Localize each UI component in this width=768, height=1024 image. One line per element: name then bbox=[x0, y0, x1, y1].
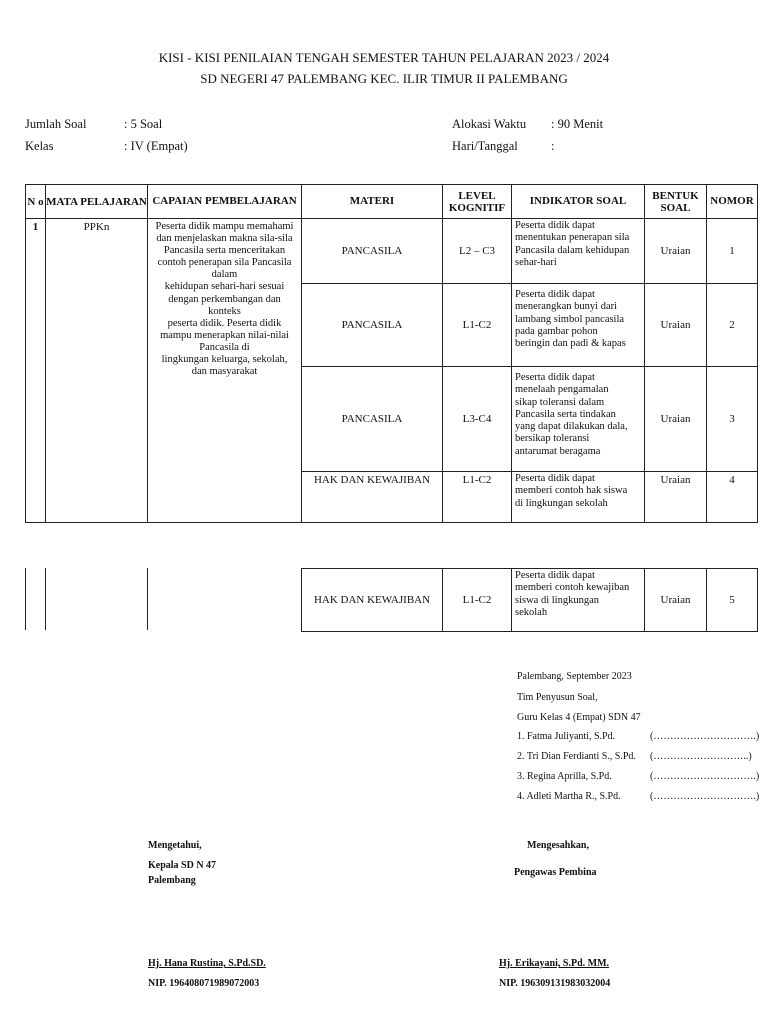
indikator-line: pada gambar pohon bbox=[515, 325, 598, 337]
mengetahui-label: Mengetahui, bbox=[148, 840, 202, 851]
place-date: Palembang, September 2023 bbox=[517, 671, 632, 682]
kepala-sekolah-name: Hj. Hana Rustina, S.Pd.SD. bbox=[148, 958, 266, 969]
indikator-line: antarumat beragama bbox=[515, 445, 601, 457]
alokasi-waktu-label: Alokasi Waktu bbox=[452, 117, 527, 131]
signature-placeholder: (………………………….) bbox=[650, 731, 760, 742]
table-border-line bbox=[147, 568, 148, 630]
nomor-cell: 5 bbox=[706, 568, 758, 632]
nomor-cell: 4 bbox=[706, 471, 758, 523]
indikator-soal-cell bbox=[511, 568, 645, 632]
capaian-line: Peserta didik mampu memahami bbox=[155, 221, 294, 232]
member-name: 4. Adleti Martha R., S.Pd. bbox=[517, 791, 621, 802]
bentuk-soal-cell: Uraian bbox=[644, 471, 707, 523]
level-kognitif-cell: L2 – C3 bbox=[442, 218, 512, 284]
nomor-cell: 2 bbox=[706, 283, 758, 367]
indikator-line: Peserta didik dapat bbox=[515, 473, 595, 484]
school-name: SD NEGERI 47 PALEMBANG KEC. ILIR TIMUR II PALEMBANG bbox=[200, 71, 568, 86]
indikator-line: yang dapat dilakukan dala, bbox=[515, 421, 628, 433]
capaian-line: lingkungan keluarga, sekolah, bbox=[161, 354, 288, 366]
indikator-line: siswa di lingkungan bbox=[515, 594, 599, 606]
indikator-line: Peserta didik dapat bbox=[515, 220, 595, 231]
jumlah-soal-value: : 5 Soal bbox=[124, 117, 163, 131]
capaian-pembelajaran-cell bbox=[147, 218, 302, 523]
team-title: Tim Penyusun Soal, bbox=[517, 692, 598, 703]
indikator-line: Pancasila dalam kehidupan bbox=[515, 244, 630, 256]
indikator-line: memberi contoh kewajiban bbox=[515, 582, 630, 594]
level-kognitif-cell: L3-C4 bbox=[442, 366, 512, 472]
bentuk-soal-cell: Uraian bbox=[644, 568, 707, 632]
signature-placeholder: (………………………….) bbox=[650, 771, 760, 782]
capaian-line: dan masyarakat bbox=[191, 366, 258, 378]
level-kognitif-cell: L1-C2 bbox=[442, 283, 512, 367]
indikator-soal-cell bbox=[511, 283, 645, 367]
hari-tanggal-label: Hari/Tanggal bbox=[452, 139, 518, 153]
header-bentuk-soal: BENTUK SOAL bbox=[644, 184, 707, 219]
nomor-cell: 3 bbox=[706, 366, 758, 472]
header-nomor: NOMOR bbox=[706, 184, 758, 219]
kelas-label: Kelas bbox=[25, 139, 54, 153]
document-title: KISI - KISI PENILAIAN TENGAH SEMESTER TAHUN PELAJARAN 2023 / 2024 bbox=[158, 50, 610, 65]
header-capaian-pembelajaran: CAPAIAN PEMBELAJARAN bbox=[147, 184, 302, 219]
indikator-line: bersikap toleransi bbox=[515, 433, 590, 445]
capaian-line: kehidupan sehari-hari sesuai bbox=[164, 281, 285, 293]
level-kognitif-cell: L1-C2 bbox=[442, 471, 512, 523]
indikator-soal-cell bbox=[511, 471, 645, 523]
jumlah-soal-label: Jumlah Soal bbox=[25, 117, 87, 131]
materi-cell: PANCASILA bbox=[301, 218, 443, 284]
capaian-line: Pancasila serta menceritakan bbox=[163, 245, 286, 257]
guru-kelas: Guru Kelas 4 (Empat) SDN 47 bbox=[517, 712, 641, 723]
hari-tanggal-value: : bbox=[551, 139, 555, 153]
table-border-line bbox=[25, 568, 26, 630]
header-level-kognitif: LEVEL KOGNITIF bbox=[442, 184, 512, 219]
kepala-sekolah-nip: NIP. 196408071989072003 bbox=[148, 978, 260, 989]
indikator-line: sekolah bbox=[515, 606, 548, 618]
capaian-line: dalam bbox=[211, 269, 238, 281]
signature-placeholder: (………………………..) bbox=[650, 751, 752, 762]
header-no: N o bbox=[25, 184, 46, 219]
indikator-line: menelaah pengamalan bbox=[515, 384, 609, 396]
indikator-line: beringin dan padi & kapas bbox=[515, 338, 626, 350]
indikator-line: di lingkungan sekolah bbox=[515, 497, 608, 509]
materi-cell: HAK DAN KEWAJIBAN bbox=[301, 471, 443, 523]
capaian-line: Pancasila di bbox=[199, 341, 250, 353]
capaian-line: konteks bbox=[208, 305, 241, 317]
header-materi: MATERI bbox=[301, 184, 443, 219]
indikator-line: memberi contoh hak siswa bbox=[515, 485, 628, 497]
alokasi-waktu-value: : 90 Menit bbox=[551, 117, 604, 131]
materi-cell: PANCASILA bbox=[301, 283, 443, 367]
indikator-line: Pancasila serta tindakan bbox=[515, 408, 616, 420]
bentuk-soal-cell: Uraian bbox=[644, 218, 707, 284]
header-indikator-soal: INDIKATOR SOAL bbox=[511, 184, 645, 219]
capaian-line: mampu menerapkan nilai-nilai bbox=[160, 329, 289, 341]
materi-cell: HAK DAN KEWAJIBAN bbox=[301, 568, 443, 632]
nomor-cell: 1 bbox=[706, 218, 758, 284]
indikator-line: menentukan penerapan sila bbox=[515, 232, 630, 244]
pengawas-name: Hj. Erikayani, S.Pd. MM. bbox=[499, 958, 610, 969]
kelas-value: : IV (Empat) bbox=[124, 139, 188, 153]
signature-placeholder: (………………………….) bbox=[650, 791, 760, 802]
bentuk-soal-cell: Uraian bbox=[644, 283, 707, 367]
indikator-soal-cell bbox=[511, 366, 645, 472]
mengesahkan-label: Mengesahkan, bbox=[527, 840, 589, 851]
header-mata-pelajaran: MATA PELAJARAN bbox=[45, 184, 148, 219]
capaian-line: peserta didik. Peserta didik bbox=[167, 317, 282, 329]
member-name: 1. Fatma Juliyanti, S.Pd. bbox=[517, 731, 616, 742]
pengawas-role: Pengawas Pembina bbox=[514, 867, 597, 878]
table-border-line bbox=[45, 568, 46, 630]
member-name: 3. Regina Aprilla, S.Pd. bbox=[517, 771, 612, 782]
kepala-sekolah-role: Kepala SD N 47 bbox=[148, 860, 217, 871]
indikator-soal-cell bbox=[511, 218, 645, 284]
indikator-line: sikap toleransi dalam bbox=[515, 396, 605, 408]
indikator-line: Peserta didik dapat bbox=[515, 289, 595, 300]
indikator-line: Peserta didik dapat bbox=[515, 372, 595, 383]
mata-pelajaran-cell: PPKn bbox=[45, 218, 148, 523]
bentuk-soal-cell: Uraian bbox=[644, 366, 707, 472]
capaian-line: dan menjelaskan makna sila-sila bbox=[156, 233, 293, 245]
capaian-line: contoh penerapan sila Pancasila bbox=[157, 257, 292, 269]
materi-cell: PANCASILA bbox=[301, 366, 443, 472]
indikator-line: sehar-hari bbox=[515, 256, 557, 268]
indikator-line: lambang simbol pancasila bbox=[515, 313, 625, 325]
pengawas-nip: NIP. 196309131983032004 bbox=[499, 978, 611, 989]
level-kognitif-cell: L1-C2 bbox=[442, 568, 512, 632]
member-name: 2. Tri Dian Ferdianti S., S.Pd. bbox=[517, 751, 636, 762]
capaian-line: dengan perkembangan dan bbox=[168, 293, 281, 305]
row-number: 1 bbox=[25, 218, 46, 523]
indikator-line: menerangkan bunyi dari bbox=[515, 301, 618, 313]
indikator-line: Peserta didik dapat bbox=[515, 570, 595, 581]
kepala-sekolah-school: Palembang bbox=[148, 875, 196, 886]
